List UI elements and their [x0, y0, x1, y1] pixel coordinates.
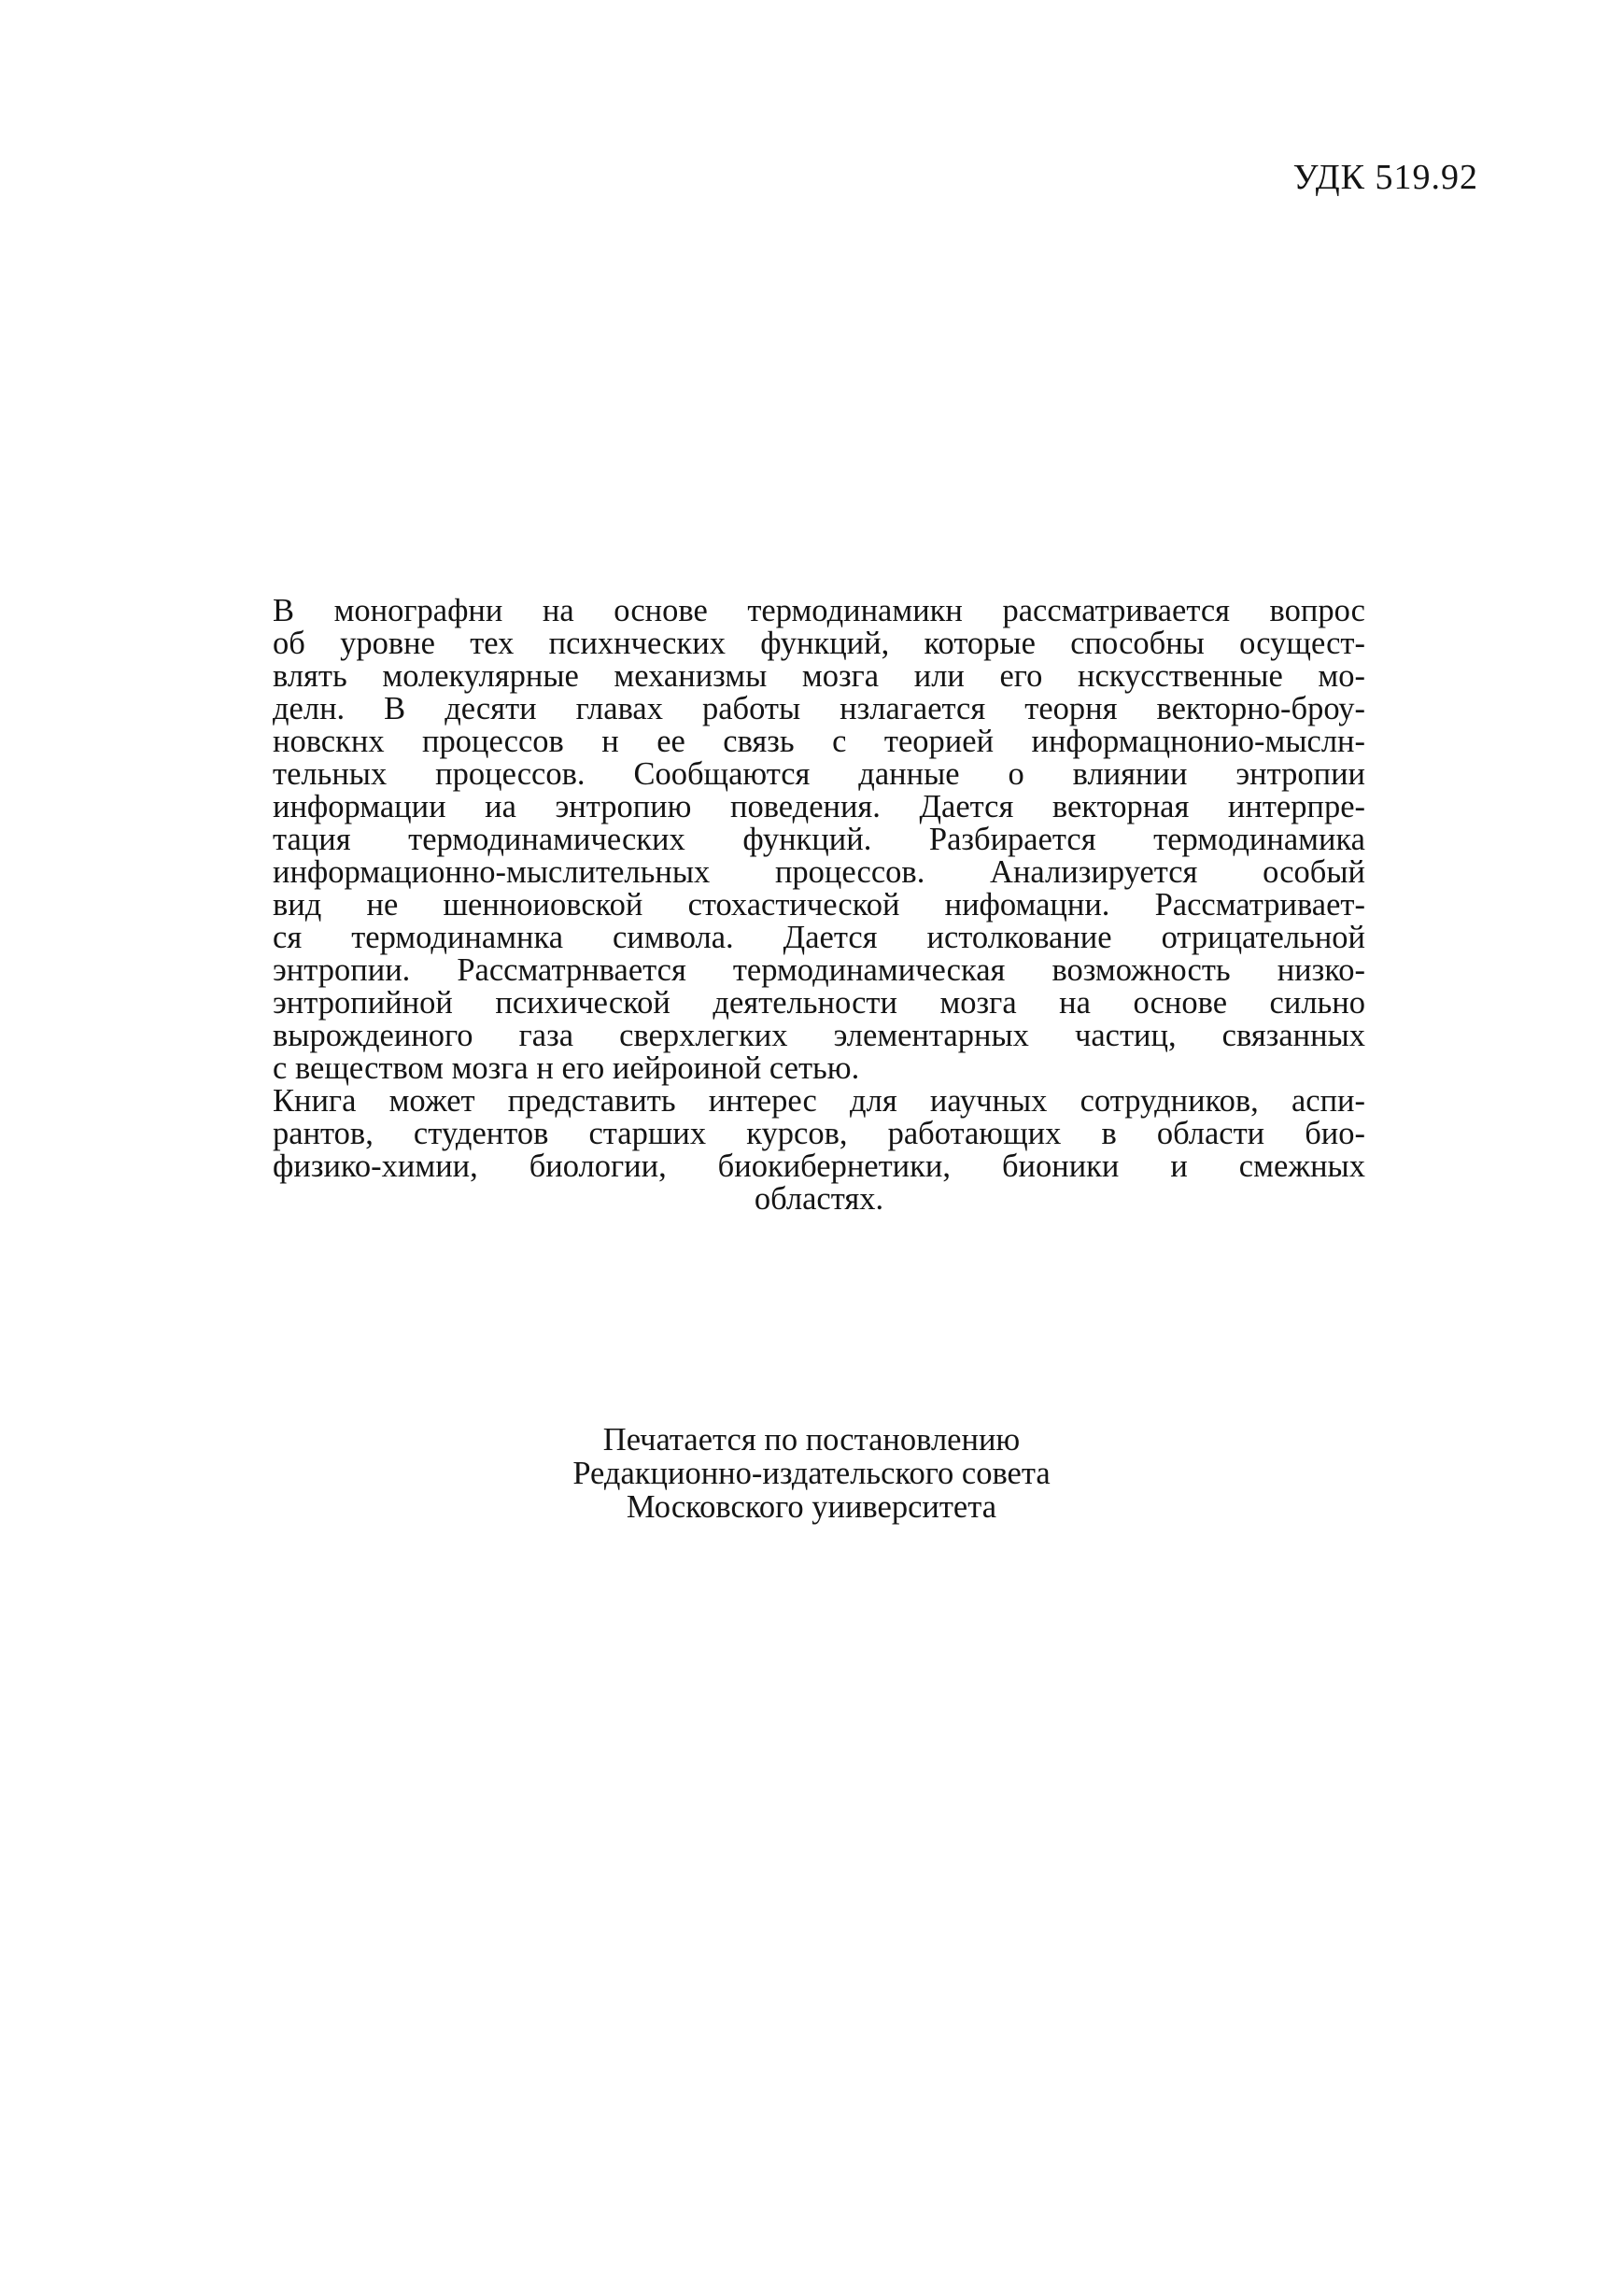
abstract-line: об уровне тех психнческих функций, которые способны осущест-: [273, 626, 1365, 661]
imprint-line: Редакционно-издательского совета: [572, 1456, 1051, 1491]
abstract-paragraph-2: [273, 1085, 1365, 1216]
abstract-line: информации иа энтропию поведения. Дается векторная интерпре-: [273, 789, 1365, 824]
abstract-line: вид не шенноиовской стохастической нифомацни. Рассматривает-: [273, 887, 1365, 923]
abstract-line: тельных процессов. Сообщаются данные о влиянии энтропии: [273, 756, 1365, 792]
abstract-line: Книга может представить интерес для иаучных сотрудников, аспи-: [273, 1083, 1365, 1119]
abstract: [273, 595, 1365, 1216]
abstract-line: областях.: [754, 1181, 884, 1217]
udc-code: УДК 519.92: [1292, 158, 1478, 197]
abstract-line: с веществом мозга н его иейроиной сетью.: [273, 1050, 860, 1086]
imprint-note: [0, 1423, 1623, 1524]
abstract-paragraph-1: [273, 595, 1365, 1085]
imprint-line: Московского уииверситета: [626, 1489, 997, 1525]
abstract-line: энтропийной психической деятельности мозга на основе сильно: [273, 985, 1365, 1021]
abstract-line: физико-химии, биологии, биокибернетики, бионики и смежных: [273, 1148, 1365, 1184]
abstract-line: ся термодинамнка символа. Дается истолкование отрицательной: [273, 920, 1365, 955]
abstract-line: энтропии. Рассматрнвается термодинамическая возможность низко-: [273, 952, 1365, 988]
abstract-line: делн. В десяти главах работы нзлагается теорня векторно-броу-: [273, 691, 1365, 726]
abstract-line: тация термодинамических функций. Разбирается термодинамика: [273, 822, 1365, 857]
abstract-line: рантов, студентов старших курсов, работающих в области био-: [273, 1116, 1365, 1151]
abstract-line: информационно-мыслительных процессов. Анализируется особый: [273, 854, 1365, 890]
abstract-line: влять молекулярные механизмы мозга или его нскусственные мо-: [273, 658, 1365, 694]
abstract-line: новскнх процессов н ее связь с теорией информацнонио-мыслн-: [273, 724, 1365, 759]
abstract-line: В монографни на основе термодинамикн рассматривается вопрос: [273, 593, 1365, 628]
imprint-line: Печатается по постановлению: [602, 1422, 1021, 1458]
abstract-line: вырождеиного газа сверхлегких элементарных частиц, связанных: [273, 1018, 1365, 1053]
